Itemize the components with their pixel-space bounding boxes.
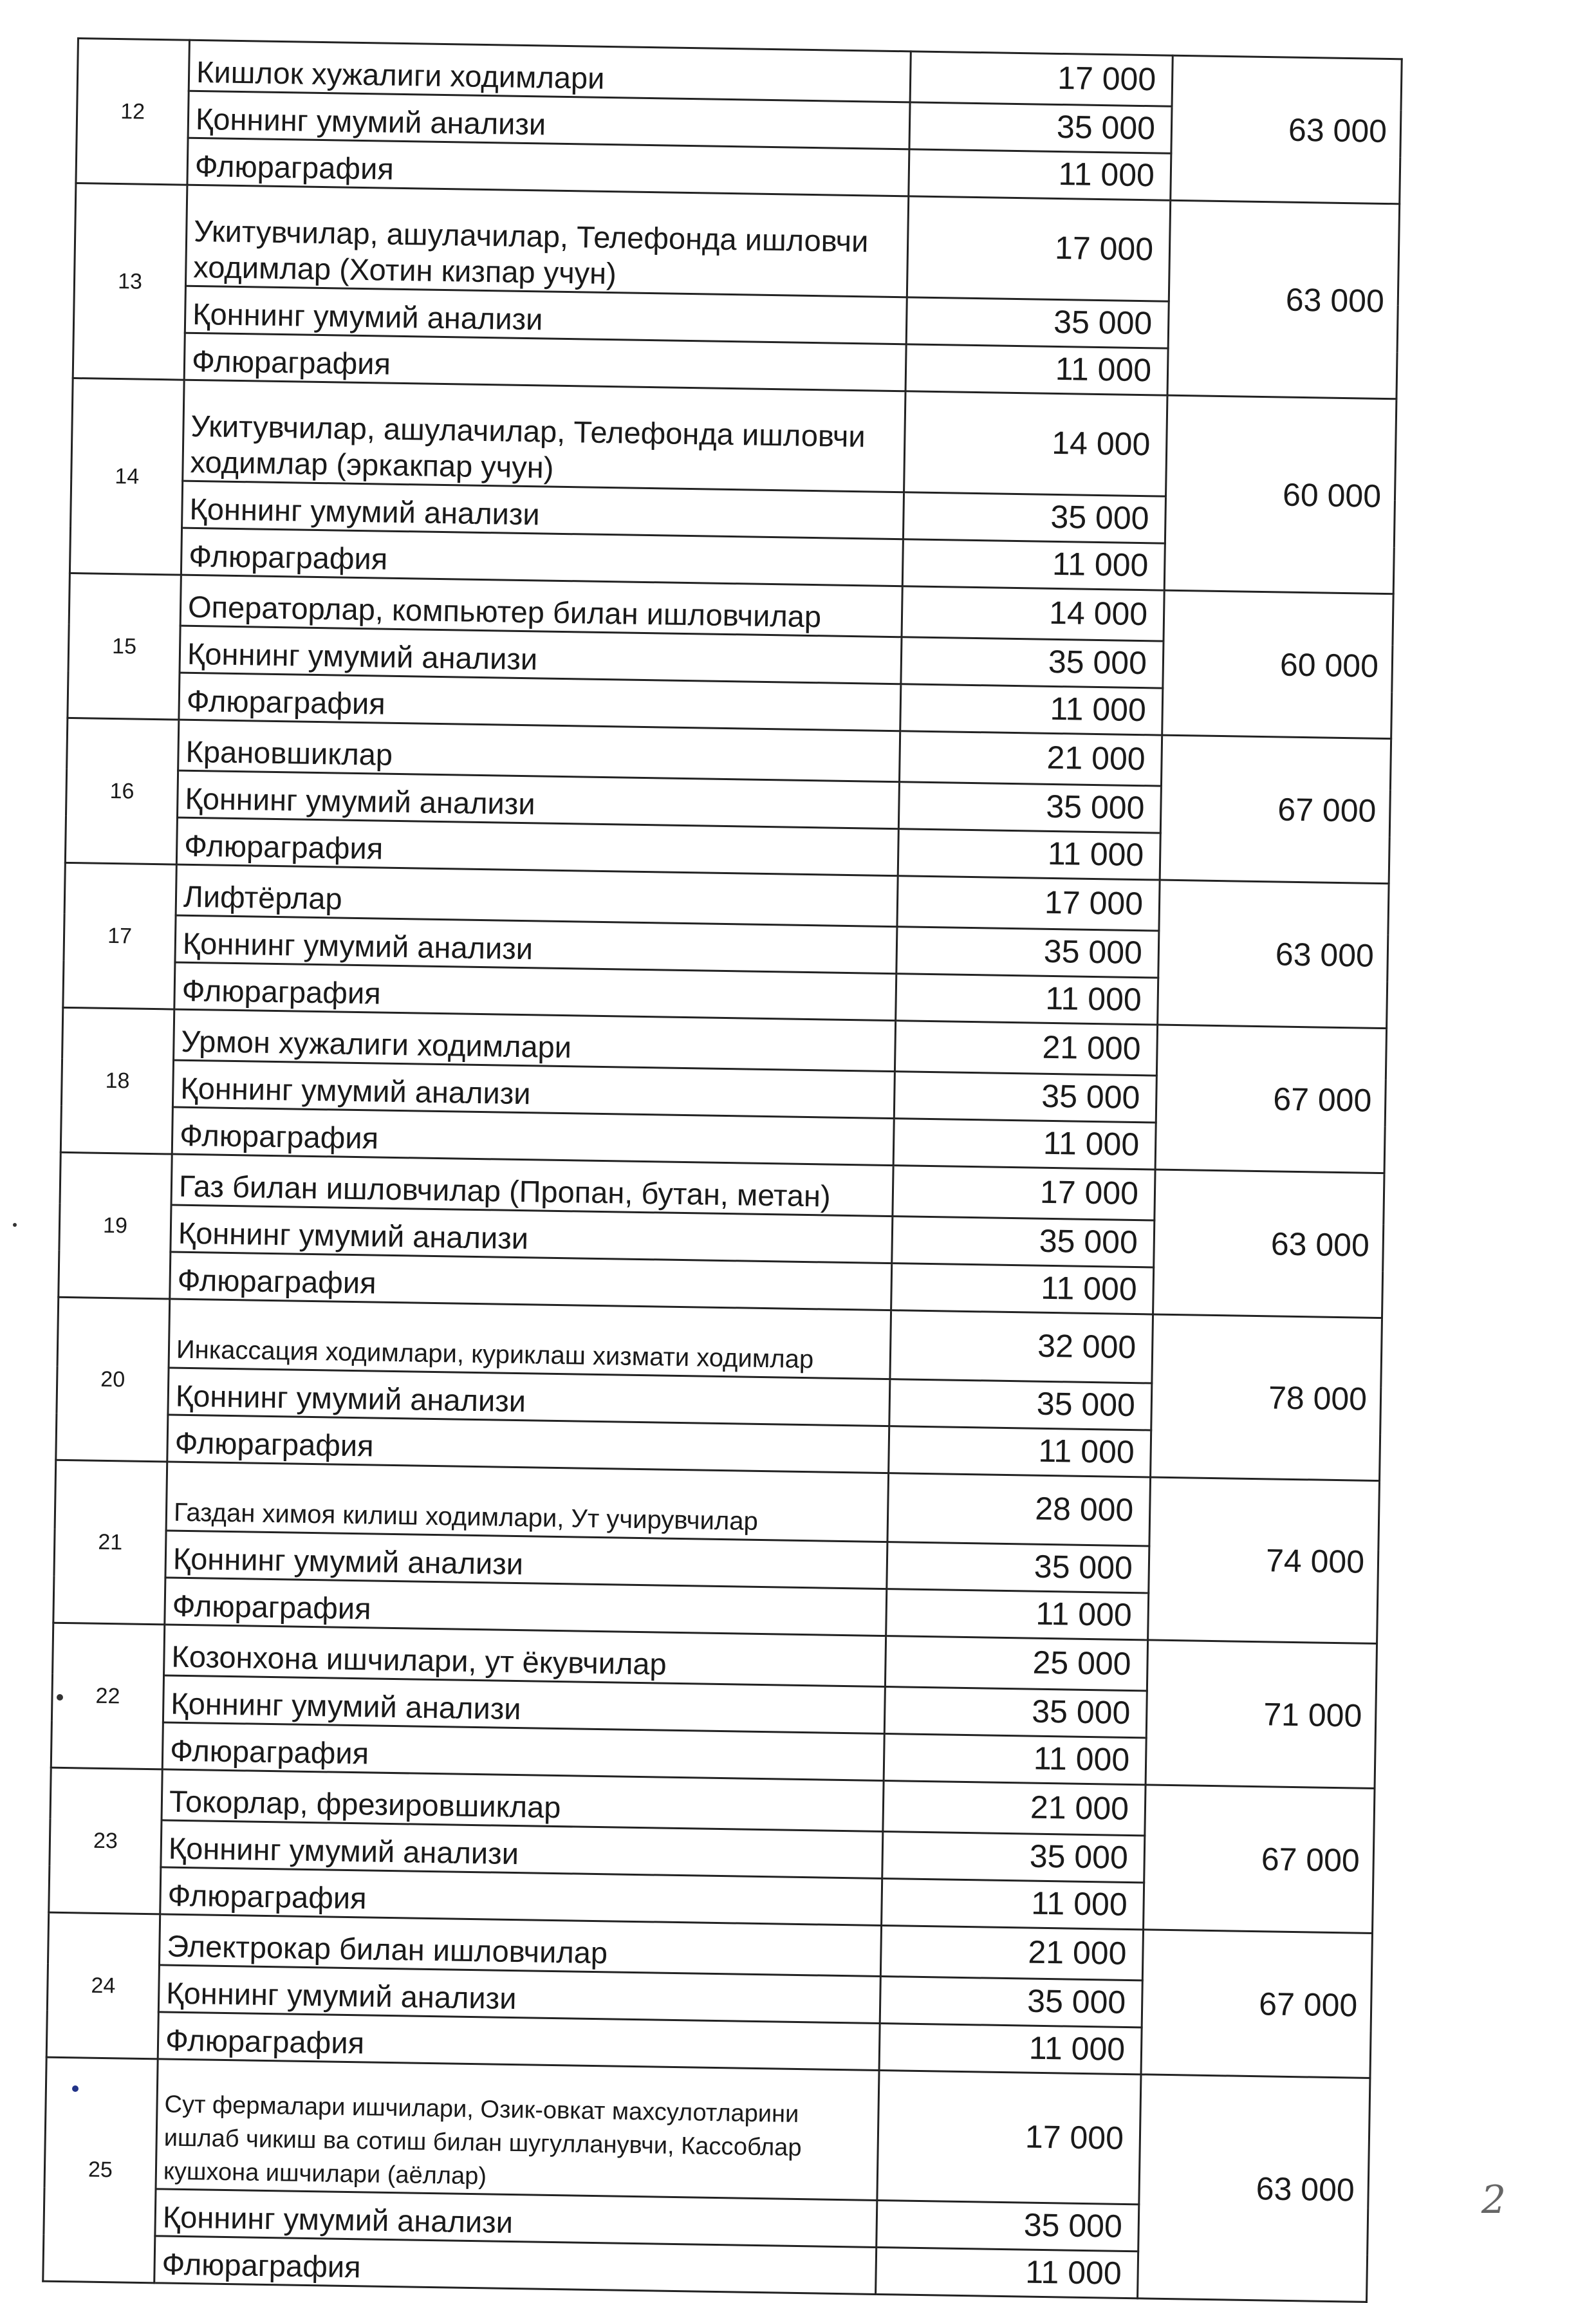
row-total: 78 000 <box>1151 1314 1382 1481</box>
item-price: 11 000 <box>902 539 1165 590</box>
row-total: 67 000 <box>1141 1930 1372 2078</box>
item-name: Қоннинг умумий анализи <box>165 1531 887 1589</box>
item-price: 11 000 <box>891 1263 1154 1314</box>
row-number: 18 <box>60 1007 174 1154</box>
item-price: 35 000 <box>906 297 1169 348</box>
row-total: 60 000 <box>1164 395 1396 594</box>
item-name: Флюраграфия <box>170 1252 892 1310</box>
price-list-page <box>42 37 1403 2303</box>
item-price: 17 000 <box>877 2070 1141 2204</box>
item-name: Қоннинг умумий анализи <box>161 1820 883 1879</box>
page-number: 2 <box>1481 2177 1506 2223</box>
row-number: 15 <box>68 573 181 720</box>
row-number: 20 <box>56 1297 170 1462</box>
item-price: 21 000 <box>883 1781 1146 1836</box>
item-price: 35 000 <box>892 1217 1155 1267</box>
item-name: Укитувчилар, ашулачилар, Телефонда ишловчи ходимлар (эркакпар учун) <box>183 380 905 492</box>
item-price: 35 000 <box>894 1072 1156 1123</box>
item-name: Флюраграфия <box>184 333 906 391</box>
item-name: Токорлар, фрезировшиклар <box>162 1769 884 1832</box>
item-name: Газ билан ишловчилар (Пропан, бутан, метан) <box>171 1154 893 1217</box>
item-name: Флюраграфия <box>174 962 896 1021</box>
item-name: Флюраграфия <box>162 1722 884 1781</box>
item-price: 21 000 <box>899 731 1162 786</box>
row-number: 17 <box>63 862 177 1009</box>
row-total: 63 000 <box>1158 880 1389 1029</box>
row-total: 63 000 <box>1171 55 1402 204</box>
row-number: 16 <box>65 718 179 864</box>
item-name: Қоннинг умумий анализи <box>158 1965 880 2024</box>
item-name: Флюраграфия <box>160 1867 882 1926</box>
item-name: Қоннинг умумий анализи <box>188 91 910 149</box>
item-name: Операторлар, компьютер билан ишловчилар <box>180 575 902 637</box>
item-name: Электрокар билан ишловчилар <box>159 1914 881 1977</box>
row-total: 60 000 <box>1162 590 1393 739</box>
item-price: 35 000 <box>880 1976 1142 2027</box>
item-price: 28 000 <box>887 1473 1151 1546</box>
item-name: Флюраграфия <box>181 528 903 586</box>
item-name: Урмон хужалиги ходимлари <box>174 1009 896 1072</box>
item-price: 35 000 <box>877 2200 1139 2251</box>
item-name: Флюраграфия <box>167 1415 889 1473</box>
item-name: Қоннинг умумий анализи <box>182 481 904 539</box>
row-number: 24 <box>46 1912 160 2059</box>
item-name: Флюраграфия <box>158 2012 880 2071</box>
item-price: 11 000 <box>886 1589 1149 1640</box>
item-name: Инкассация ходимлари, куриклаш хизмати ходимлар <box>169 1299 891 1379</box>
item-price: 14 000 <box>902 586 1164 641</box>
row-number: 21 <box>53 1460 167 1625</box>
item-name: Қоннинг умумий анализи <box>171 1205 893 1263</box>
item-name: Укитувчилар, ашулачилар, Телефонда ишловчи ходимлар (Хотин кизпар учун) <box>185 185 908 297</box>
row-number: 23 <box>49 1767 163 1914</box>
item-name: Кишлок хужалиги ходимлари <box>189 40 911 102</box>
scan-speck <box>13 1223 17 1227</box>
item-name: Флюраграфия <box>154 2236 877 2295</box>
item-price: 35 000 <box>887 1542 1149 1593</box>
item-name: Қоннинг умумий анализи <box>168 1368 890 1426</box>
scan-speck <box>72 2085 79 2092</box>
item-price: 21 000 <box>880 1925 1143 1980</box>
scan-speck <box>57 1694 63 1701</box>
item-price: 11 000 <box>893 1119 1156 1170</box>
price-table <box>42 37 1403 2303</box>
row-number: 14 <box>70 378 184 575</box>
item-name: Қоннинг умумий анализи <box>185 286 907 344</box>
item-price: 17 000 <box>893 1166 1155 1220</box>
item-price: 11 000 <box>905 344 1168 395</box>
item-price: 17 000 <box>897 876 1160 931</box>
item-price: 11 000 <box>900 684 1163 735</box>
item-name: Қоннинг умумий анализи <box>155 2189 877 2248</box>
item-price: 11 000 <box>889 1426 1151 1477</box>
row-number: 13 <box>73 183 187 380</box>
item-name: Флюраграфия <box>176 817 898 876</box>
row-number: 12 <box>76 39 190 185</box>
item-price: 17 000 <box>910 51 1173 106</box>
row-total: 63 000 <box>1153 1170 1384 1318</box>
item-name: Козонхона ишчилари, ут ёкувчилар <box>164 1625 886 1687</box>
item-price: 11 000 <box>879 2023 1142 2074</box>
item-price: 11 000 <box>876 2247 1138 2298</box>
row-total: 67 000 <box>1155 1025 1386 1173</box>
item-price: 11 000 <box>898 829 1160 880</box>
item-price: 35 000 <box>901 637 1164 688</box>
item-price: 35 000 <box>884 1687 1147 1738</box>
row-total: 71 000 <box>1146 1640 1377 1789</box>
item-name: Қоннинг умумий анализи <box>172 1060 895 1119</box>
item-price: 11 000 <box>884 1734 1146 1785</box>
item-name: Сут фермалари ишчилари, Озик-овкат махсулотларини ишлаб чикиш ва сотиш билан шугулланувчи, Кассоблар кушхона ишчилари (аёллар) <box>156 2059 879 2201</box>
item-price: 11 000 <box>909 149 1171 200</box>
item-price: 11 000 <box>882 1878 1144 1929</box>
item-price: 21 000 <box>895 1021 1157 1076</box>
item-name: Газдан химоя килиш ходимлари, Ут учирувчилар <box>166 1462 889 1542</box>
item-price: 14 000 <box>904 391 1167 496</box>
item-name: Қоннинг умумий анализи <box>163 1675 885 1734</box>
item-name: Қоннинг умумий анализи <box>175 915 897 974</box>
item-name: Флюраграфия <box>172 1107 894 1166</box>
item-price: 35 000 <box>882 1832 1145 1883</box>
row-total: 74 000 <box>1148 1477 1380 1644</box>
item-price: 35 000 <box>896 927 1159 978</box>
item-price: 32 000 <box>890 1310 1153 1383</box>
item-price: 35 000 <box>903 492 1165 543</box>
row-total: 67 000 <box>1144 1785 1375 1934</box>
row-number: 25 <box>43 2057 158 2283</box>
item-name: Флюраграфия <box>179 673 901 731</box>
item-price: 35 000 <box>909 102 1172 153</box>
item-name: Флюраграфия <box>165 1578 887 1636</box>
item-price: 11 000 <box>896 974 1158 1025</box>
row-total: 63 000 <box>1167 200 1400 399</box>
item-name: Флюраграфия <box>187 138 909 196</box>
item-price: 17 000 <box>907 196 1170 301</box>
table-row <box>44 2057 1370 2208</box>
row-number: 22 <box>51 1623 165 1769</box>
item-name: Қоннинг умумий анализи <box>180 626 902 684</box>
item-price: 35 000 <box>889 1379 1152 1430</box>
row-total: 67 000 <box>1160 735 1391 884</box>
row-number: 19 <box>59 1152 172 1299</box>
item-price: 35 000 <box>898 782 1161 833</box>
item-price: 25 000 <box>885 1636 1147 1691</box>
item-name: Қоннинг умумий анализи <box>177 770 899 829</box>
item-name: Лифтёрлар <box>176 864 898 927</box>
item-name: Крановшиклар <box>178 720 900 782</box>
row-total: 63 000 <box>1138 2075 1370 2302</box>
